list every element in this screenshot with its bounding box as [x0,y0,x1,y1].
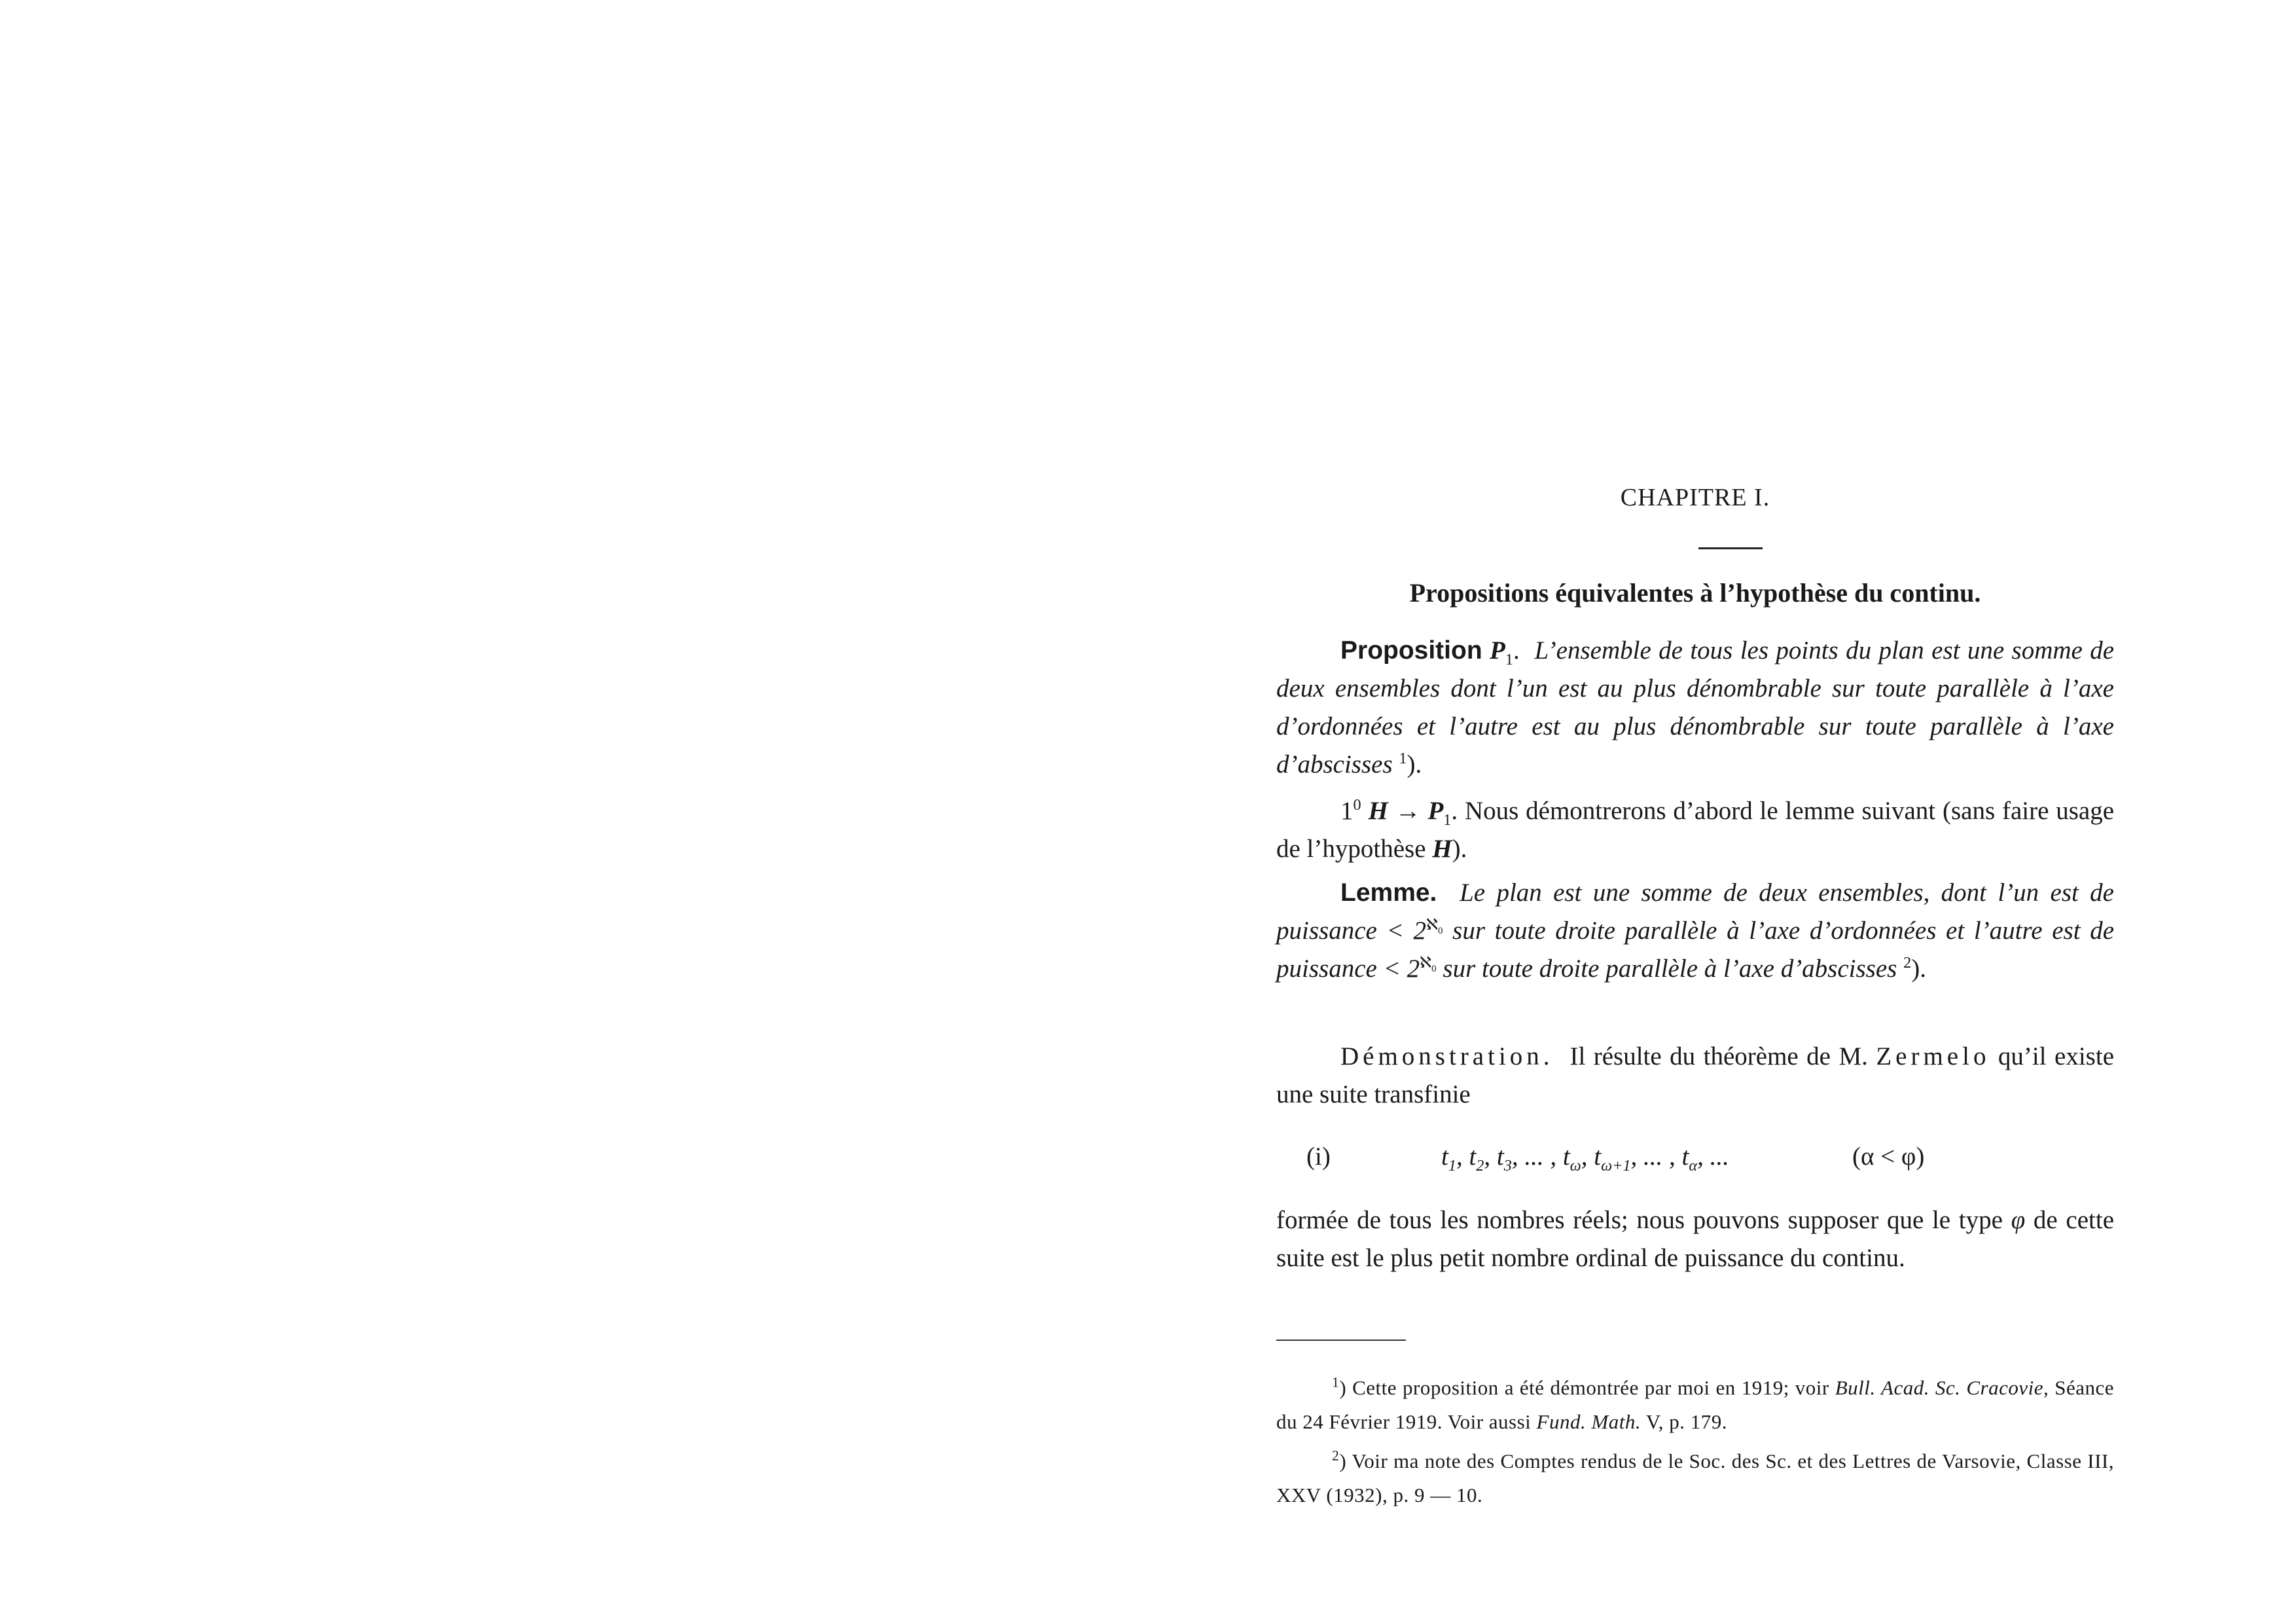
formula-sequence: $t_1$, $t_2$, $t_3$, ... , $t_\omega$, $t_{\omega+1}$, ... , $t_\alpha$, ... [1441,1142,1729,1175]
formula-line [1276,1142,2114,1181]
term-sub: 1 [1448,1156,1456,1175]
term-t: t [1562,1142,1570,1171]
footnote-1-mark: 1 [1332,1374,1340,1391]
demonstration-text-b: qu’il existe une suite transfinie [1276,1042,2115,1108]
footnote-1-ref: Bull. Acad. Sc. Cracovie, [1835,1376,2049,1399]
term-sub: 2 [1476,1156,1484,1175]
proposition-symbol: P [1490,636,1505,665]
after-formula-text-a: formée de tous les nombres réels; nous pouvons supposer que le type [1276,1206,2003,1234]
proposition-text: L’ensemble de tous les points du plan est une somme de deux ensembles dont l’un est au plus dénombrable sur toute parallèle à l’axe d’ordonnées et l’autre est au plus dénombrable sur toute parallèle à l’axe d’abscisses [1276,636,2115,778]
footnote-1-ref-2: Fund. Math. [1536,1410,1641,1433]
ellipsis: ... [1643,1142,1663,1171]
lemme-text-b: sur toute droite parallèle à l’axe d’ordonnées et l’autre est de puissance < 2 [1276,917,2114,983]
arrow-icon: → [1395,797,1421,825]
implication-text-a: . Nous démontrerons d’abord le lemme suivant (sans faire usage de l’hypothèse [1276,797,2115,863]
book-page [1276,0,2114,1623]
zermelo-name: Zermelo [1876,1042,1990,1070]
implication-text-b: ). [1452,835,1467,863]
term-t: t [1594,1142,1602,1171]
after-formula-paragraph [1276,1201,2114,1277]
footnote-ref-2: 2 [1903,954,1912,972]
implication-paragraph [1276,792,2114,868]
ellipsis: ... [1710,1142,1729,1171]
footnote-1 [1276,1371,2114,1439]
proposition-label: Proposition [1340,636,1482,665]
footnote-1-text-a: ) Cette proposition a été démontrée par moi en 1919; voir [1339,1376,1829,1399]
term-sub: ω+1 [1601,1156,1631,1175]
proposition-dot: . [1513,636,1520,665]
lemme-end: ). [1911,955,1926,983]
lemme-text-a: Le plan est une somme de deux ensembles, dont l’un est de puissance < 2 [1276,879,2114,945]
footnote-2-mark: 2 [1332,1448,1340,1464]
footnote-1-text-c: V, p. 179. [1645,1410,1728,1433]
formula-condition: (α < φ) [1852,1142,1925,1171]
section-title: Propositions équivalentes à l’hypothèse du continu. [1409,578,1981,608]
implication-number: 1 [1340,797,1354,825]
implication-degree: 0 [1353,796,1361,814]
demonstration-text-a: Il résulte du théorème de M. [1570,1042,1868,1070]
footnote-1-text-b: Séance du 24 Février 1919. Voir aussi [1276,1376,2115,1433]
term-sub: α [1689,1156,1698,1175]
term-t: t [1496,1142,1504,1171]
term-t: t [1469,1142,1477,1171]
proposition-paragraph [1276,632,2114,784]
implication-to: P [1427,797,1444,825]
lemme-text-c: sur toute droite parallèle à l’axe d’abscisses [1443,955,1897,983]
proposition-symbol-sub: 1 [1505,650,1513,668]
proposition-end: ). [1407,750,1422,778]
implication-h: H [1432,835,1452,863]
demonstration-label: Démonstration. [1340,1042,1554,1070]
term-sub: 3 [1503,1156,1512,1175]
chapter-rule [1698,547,1763,549]
footnote-2 [1276,1444,2114,1512]
formula-number: (i) [1306,1142,1331,1171]
aleph-symbol-2: ℵ [1420,954,1432,972]
aleph-symbol: ℵ [1426,916,1438,934]
demonstration-paragraph [1276,1038,2114,1114]
aleph-sub: 0 [1437,925,1443,936]
footnote-2-text: ) Voir ma note des Comptes rendus de le Soc. des Sc. et des Lettres de Varsovie, Classe III, XXV (1932), p. 9 — 10. [1276,1450,2114,1506]
term-t: t [1681,1142,1689,1171]
footnote-ref-1: 1 [1399,750,1407,767]
after-formula-text-b: de cette suite est le plus petit nombre ordinal de puissance du continu. [1276,1206,2114,1272]
ellipsis: ... [1524,1142,1544,1171]
aleph-sub-2: 0 [1431,963,1437,974]
lemme-paragraph [1276,874,2114,988]
footnote-rule [1276,1340,1406,1341]
lemme-label: Lemme. [1340,879,1437,907]
implication-from: H [1368,797,1388,825]
term-t: t [1441,1142,1448,1171]
implication-to-sub: 1 [1443,811,1452,829]
phi-symbol: φ [2011,1206,2026,1234]
term-sub: ω [1570,1156,1581,1175]
chapter-heading: CHAPITRE I. [1620,484,1770,511]
